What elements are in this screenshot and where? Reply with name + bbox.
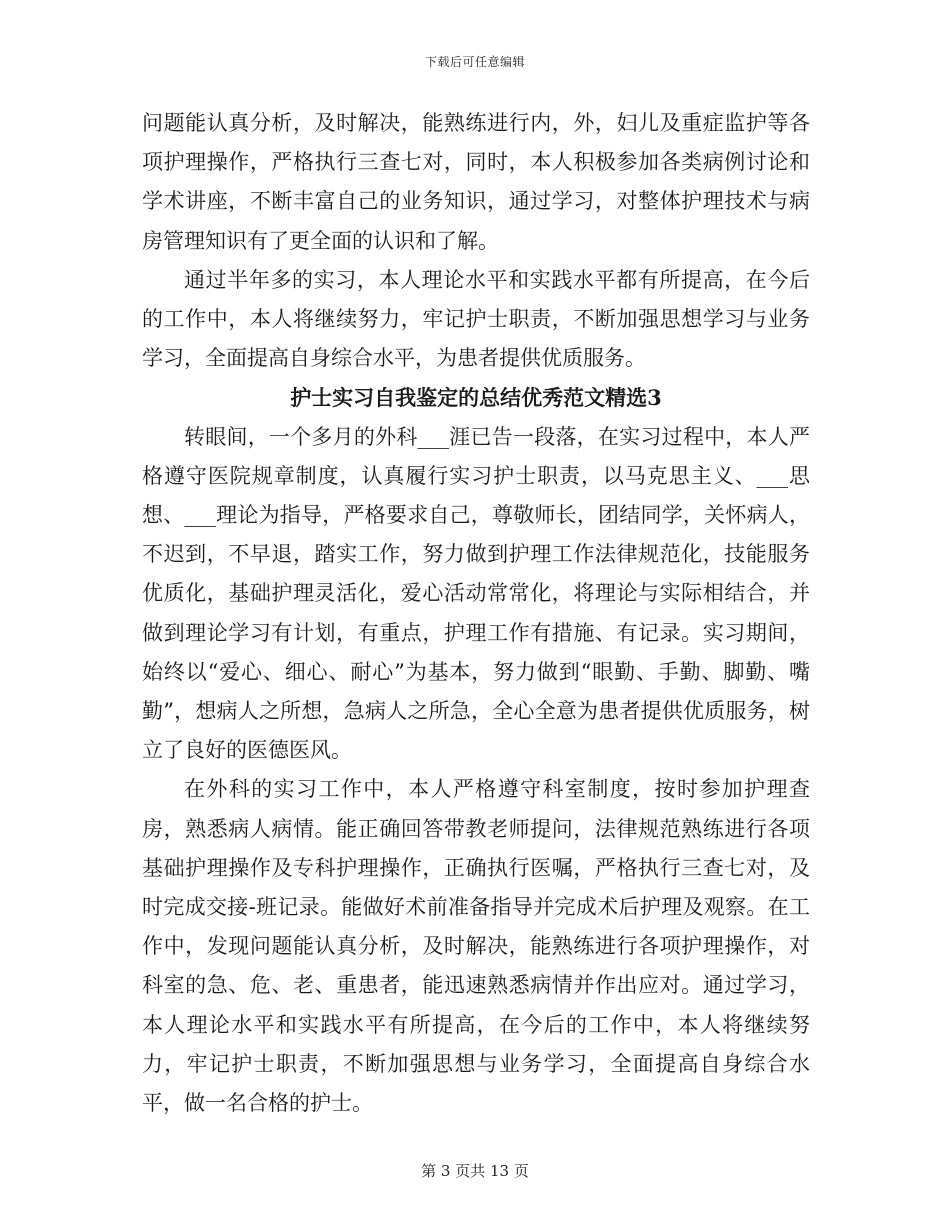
page-footer: 第 3 页共 13 页 [421, 1162, 529, 1180]
document-body [142, 104, 810, 1123]
page-header: 下载后可任意编辑 [424, 55, 525, 69]
paragraph-surgery-work: 在外科的实习工作中，本人严格遵守科室制度，按时参加护理查房，熟悉病人病情。能正确回答带教老师提问，法律规范熟练进行各项基础护理操作及专科护理操作，正确执行医嘱，严格执行三查七对，及时完成交接-班记录。能做好术前准备指导并完成术后护理及观察。在工作中，发现问题能认真分析，及时解决，能熟练进行各项护理操作，对科室的急、危、老、重患者，能迅速熟悉病情并作出应对。通过学习，本人理论水平和实践水平有所提高，在今后的工作中，本人将继续努力，牢记护士职责，不断加强思想与业务学习，全面提高自身综合水平，做一名合格的护士。 [142, 777, 810, 1116]
section-title: 护士实习自我鉴定的总结优秀范文精选3 [290, 385, 662, 411]
paragraph-surgery-intro: 转眼间，一个多月的外科___涯已告一段落，在实习过程中，本人严格遵守医院规章制度，认真履行实习护士职责，以马克思主义、___思想、___理论为指导，严格要求自己，尊敬师长，团结同学，关怀病人，不迟到，不早退，踏实工作，努力做到护理工作法律规范化，技能服务优质化，基础护理灵活化，爱心活动常常化，将理论与实际相结合，并做到理论学习有计划，有重点，护理工作有措施、有记录。实习期间，始终以“爱心、细心、耐心”为基本，努力做到“眼勤、手勤、脚勤、嘴勤”，想病人之所想，急病人之所急，全心全意为患者提供优质服务，树立了良好的医德医风。 [142, 424, 810, 763]
paragraph-summary: 通过半年多的实习，本人理论水平和实践水平都有所提高，在今后的工作中，本人将继续努力，牢记护士职责，不断加强思想学习与业务学习，全面提高自身综合水平，为患者提供优质服务。 [142, 267, 810, 371]
paragraph-continued: 问题能认真分析，及时解决，能熟练进行内，外，妇儿及重症监护等各项护理操作，严格执行三查七对，同时，本人积极参加各类病例讨论和学术讲座，不断丰富自己的业务知识，通过学习，对整体护理技术与病房管理知识有了更全面的认识和了解。 [142, 111, 810, 253]
